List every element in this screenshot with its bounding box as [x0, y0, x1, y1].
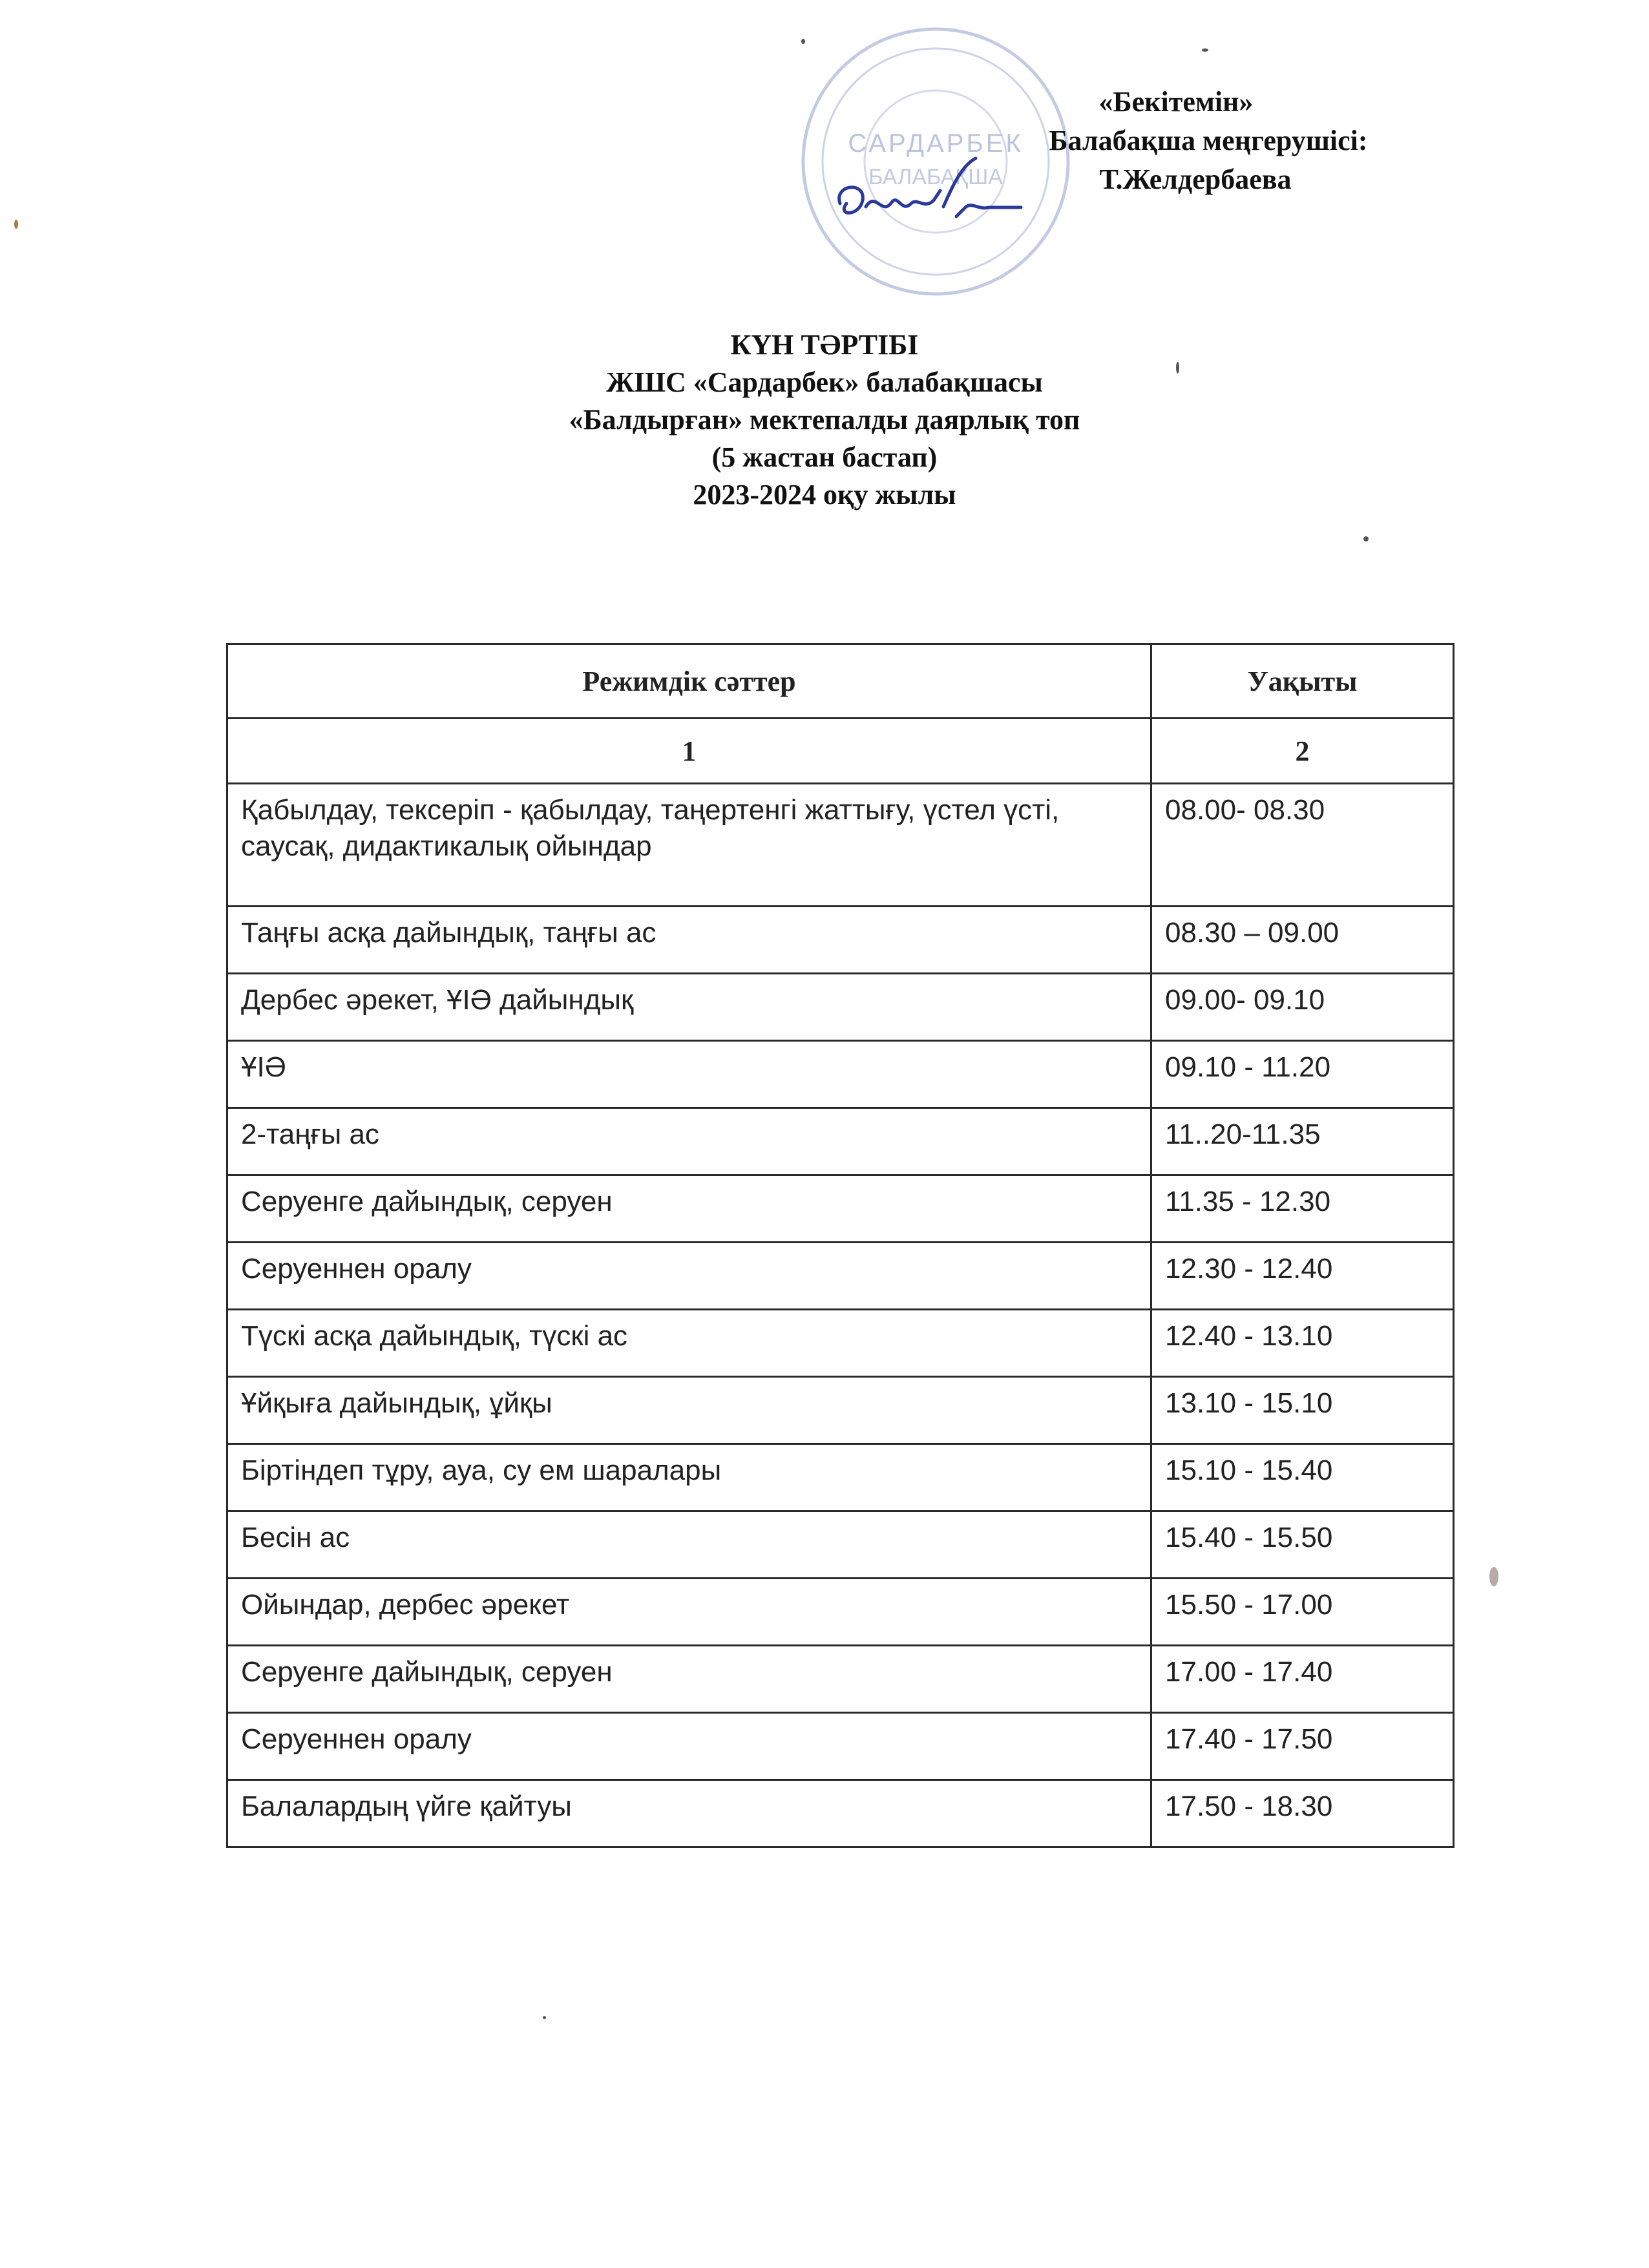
approval-name: Т.Желдербаева: [1099, 163, 1292, 195]
svg-text:САРДАРБЕК: САРДАРБЕК: [848, 129, 1024, 158]
time-cell: 09.00- 09.10: [1151, 974, 1454, 1041]
activity-cell: Дербес әрекет, ҰІӘ дайындық: [227, 974, 1151, 1041]
scan-speck: [543, 2016, 546, 2019]
scan-speck: [801, 39, 805, 44]
activity-cell: Серуенге дайындық, серуен: [227, 1175, 1151, 1243]
time-cell: 12.40 - 13.10: [1151, 1310, 1454, 1377]
time-cell: 11.35 - 12.30: [1151, 1175, 1454, 1243]
document-title: КҮН ТӘРТІБІ: [730, 329, 919, 361]
table-row: [227, 1310, 1454, 1377]
scan-speck: [1363, 536, 1369, 541]
scan-speck: [14, 220, 18, 229]
scan-speck: [1176, 362, 1179, 373]
scan-speck: [1202, 48, 1208, 52]
table-row: [227, 1243, 1454, 1310]
academic-year: 2023-2024 оқу жылы: [693, 479, 956, 510]
table-row: [227, 1780, 1454, 1847]
group-name: «Балдырған» мектепалды даярлық топ: [569, 404, 1080, 436]
time-cell: 17.40 - 17.50: [1151, 1713, 1454, 1780]
approval-position: Балабақша меңгерушісі:: [1049, 125, 1368, 156]
activity-cell: Ойындар, дербес әрекет: [227, 1579, 1151, 1646]
time-cell: 17.00 - 17.40: [1151, 1646, 1454, 1713]
table-row: [227, 1511, 1454, 1579]
activity-cell: Ұйқыға дайындық, ұйқы: [227, 1377, 1151, 1444]
column-header-activity: Режимдік сәттер: [227, 644, 1151, 719]
column-number-2: 2: [1151, 719, 1454, 784]
approval-title: «Бекітемін»: [1098, 86, 1254, 118]
activity-cell: Серуеннен оралу: [227, 1243, 1151, 1310]
activity-cell: Түскі асқа дайындық, түскі ас: [227, 1310, 1151, 1377]
table-row: [227, 1041, 1454, 1108]
time-cell: 13.10 - 15.10: [1151, 1377, 1454, 1444]
activity-cell: Серуеннен оралу: [227, 1713, 1151, 1780]
time-cell: 15.50 - 17.00: [1151, 1579, 1454, 1646]
table-row: [227, 1175, 1454, 1243]
scan-speck: [1489, 1567, 1498, 1586]
svg-text:БАЛАБАҚША: БАЛАБАҚША: [868, 165, 1003, 189]
table-header-row: [227, 644, 1454, 719]
activity-cell: Балалардың үйге қайтуы: [227, 1780, 1151, 1847]
activity-cell: Таңғы асқа дайындық, таңғы ас: [227, 907, 1151, 974]
table-row: [227, 1108, 1454, 1175]
time-cell: 17.50 - 18.30: [1151, 1780, 1454, 1847]
daily-schedule-table: [226, 643, 1455, 1848]
table-row: [227, 1377, 1454, 1444]
table-row: [227, 1646, 1454, 1713]
table-row: [227, 907, 1454, 974]
activity-cell: Бесін ас: [227, 1511, 1151, 1579]
time-cell: 12.30 - 12.40: [1151, 1243, 1454, 1310]
time-cell: 08.00- 08.30: [1151, 784, 1454, 907]
column-number-1: 1: [227, 719, 1151, 784]
time-cell: 09.10 - 11.20: [1151, 1041, 1454, 1108]
approval-block: [969, 83, 1409, 199]
table-row: [227, 784, 1454, 907]
time-cell: 15.40 - 15.50: [1151, 1511, 1454, 1579]
activity-cell: Серуенге дайындық, серуен: [227, 1646, 1151, 1713]
table-row: [227, 1444, 1454, 1511]
document-title-block: [0, 326, 1649, 514]
table-row: [227, 974, 1454, 1041]
activity-cell: Қабылдау, тексеріп - қабылдау, таңертенгі жаттығу, үстел үсті, саусақ, дидактикалық ойындар: [227, 784, 1151, 907]
column-number-row: [227, 719, 1454, 784]
organization-name: ЖШС «Сардарбек» балабақшасы: [606, 366, 1043, 398]
time-cell: 08.30 – 09.00: [1151, 907, 1454, 974]
activity-cell: ҰІӘ: [227, 1041, 1151, 1108]
time-cell: 11..20-11.35: [1151, 1108, 1454, 1175]
activity-cell: Біртіндеп тұру, ауа, су ем шаралары: [227, 1444, 1151, 1511]
age-group: (5 жастан бастап): [711, 441, 938, 473]
table-row: [227, 1713, 1454, 1780]
table-row: [227, 1579, 1454, 1646]
time-cell: 15.10 - 15.40: [1151, 1444, 1454, 1511]
column-header-time: Уақыты: [1151, 644, 1454, 719]
activity-cell: 2-таңғы ас: [227, 1108, 1151, 1175]
